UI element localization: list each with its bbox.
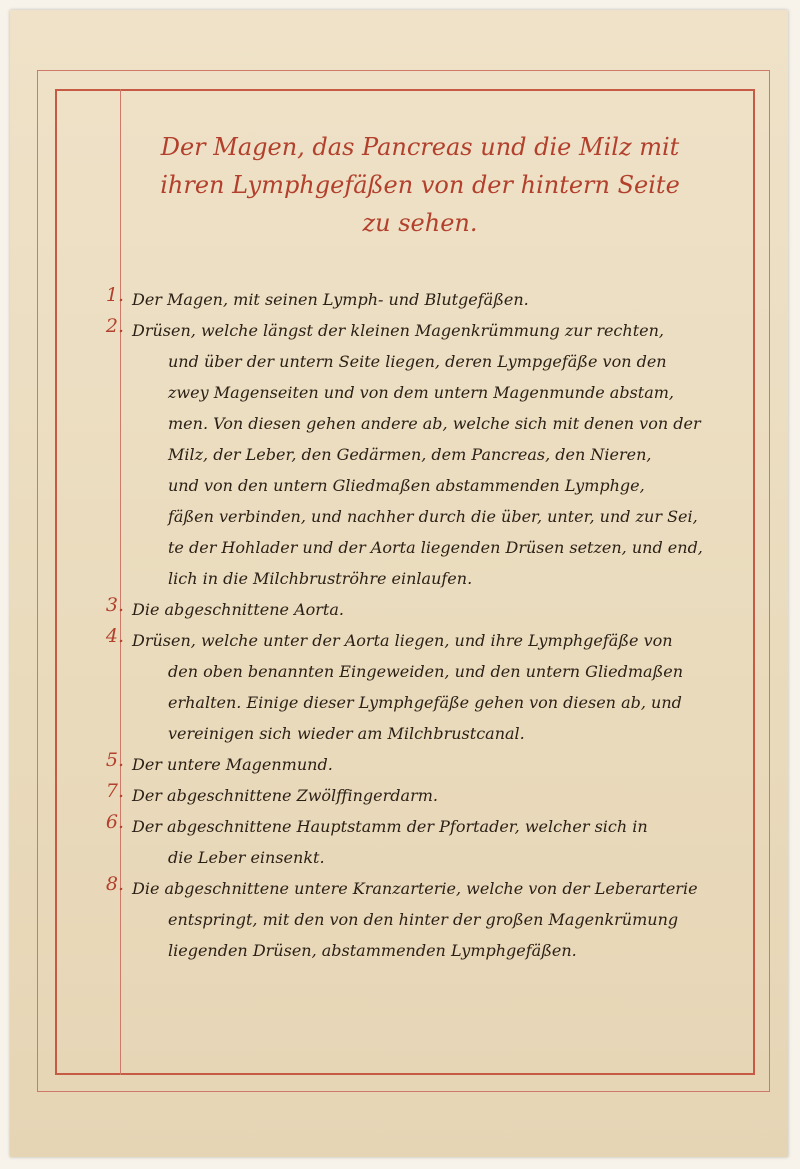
entry-line: vereinigen sich wieder am Milchbrustcanal.	[168, 724, 525, 743]
legend-list	[96, 284, 746, 966]
frame-rule-outer-right	[769, 70, 770, 1092]
entry-line: Der abgeschnittene Hauptstamm der Pfortader, welcher sich in	[132, 817, 648, 836]
frame-rule-inner-top	[55, 89, 755, 91]
entry-number: 8.	[105, 873, 124, 895]
entry-line: men. Von diesen gehen andere ab, welche sich mit denen von der	[168, 414, 701, 433]
entry-line: entspringt, mit den von den hinter der großen Magenkrümung	[168, 910, 679, 929]
heading-line: zu sehen.	[362, 209, 478, 237]
legend-entry	[96, 315, 746, 594]
entry-line: lich in die Milchbruströhre einlaufen.	[168, 569, 473, 588]
legend-entry	[96, 873, 746, 966]
entry-line: Der untere Magenmund.	[132, 755, 333, 774]
entry-line: und über der untern Seite liegen, deren Lympgefäße von den	[168, 352, 667, 371]
page-heading	[150, 128, 690, 242]
frame-rule-inner-bottom	[55, 1073, 755, 1075]
entry-line: Milz, der Leber, den Gedärmen, dem Pancreas, den Nieren,	[168, 445, 652, 464]
entry-line: und von den untern Gliedmaßen abstammenden Lymphge,	[168, 476, 645, 495]
legend-entry	[96, 284, 746, 315]
entry-line: den oben benannten Eingeweiden, und den untern Gliedmaßen	[168, 662, 684, 681]
entry-line: Die abgeschnittene Aorta.	[132, 600, 344, 619]
entry-line: Die abgeschnittene untere Kranzarterie, welche von der Leberarterie	[132, 879, 698, 898]
entry-number: 1.	[105, 284, 124, 306]
frame-rule-inner-left	[55, 89, 57, 1075]
entry-line: Drüsen, welche längst der kleinen Magenkrümmung zur rechten,	[132, 321, 664, 340]
entry-line: Drüsen, welche unter der Aorta liegen, und ihre Lymphgefäße von	[132, 631, 673, 650]
frame-rule-outer-bottom	[37, 1091, 769, 1092]
legend-entry	[96, 811, 746, 873]
entry-line: fäßen verbinden, und nachher durch die über, unter, und zur Sei,	[168, 507, 698, 526]
legend-entry	[96, 594, 746, 625]
heading-line: ihren Lymphgefäßen von der hintern Seite	[160, 171, 680, 199]
entry-number: 6.	[105, 811, 124, 833]
entry-number: 7.	[105, 780, 124, 802]
entry-number: 5.	[105, 749, 124, 771]
entry-line: liegenden Drüsen, abstammenden Lymphgefäßen.	[168, 941, 577, 960]
entry-line: te der Hohlader und der Aorta liegenden Drüsen setzen, und end,	[168, 538, 703, 557]
legend-entry	[96, 625, 746, 749]
entry-number: 4.	[105, 625, 124, 647]
entry-line: Der abgeschnittene Zwölffingerdarm.	[132, 786, 438, 805]
frame-rule-outer-left	[37, 70, 38, 1092]
heading-line: Der Magen, das Pancreas und die Milz mit	[160, 133, 680, 161]
entry-line: zwey Magenseiten und von dem untern Magenmunde abstam,	[168, 383, 674, 402]
entry-line: erhalten. Einige dieser Lymphgefäße gehen von diesen ab, und	[168, 693, 682, 712]
frame-rule-outer-top	[37, 70, 769, 71]
entry-number: 3.	[105, 594, 124, 616]
legend-entry	[96, 780, 746, 811]
entry-line: Der Magen, mit seinen Lymph- und Blutgefäßen.	[132, 290, 529, 309]
frame-rule-inner-right	[753, 89, 755, 1075]
entry-line: die Leber einsenkt.	[168, 848, 325, 867]
entry-number: 2.	[105, 315, 124, 337]
legend-entry	[96, 749, 746, 780]
